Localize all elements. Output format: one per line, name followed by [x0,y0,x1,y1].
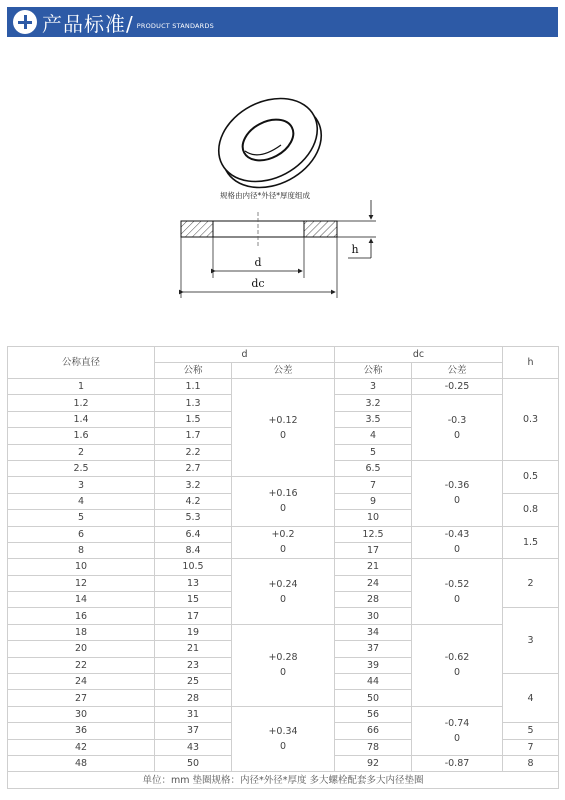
table-row [8,559,559,575]
nominal-diameter-cell: 5 [8,510,155,526]
nominal-diameter-cell: 1.6 [8,428,155,444]
d-nominal-cell: 5.3 [155,510,232,526]
dc-tolerance-cell [412,706,503,755]
washer-spec-table [7,346,559,789]
d-nominal-cell: 21 [155,641,232,657]
thickness-cell: 4 [503,674,559,723]
dc-nominal-cell: 44 [335,674,412,690]
d-nominal-cell: 3.2 [155,477,232,493]
dc-nominal-cell: 66 [335,723,412,739]
d-nominal-cell: 4.2 [155,493,232,509]
nominal-diameter-cell: 14 [8,592,155,608]
thickness-cell: 3 [503,608,559,674]
dc-nominal-cell: 24 [335,575,412,591]
d-tolerance-cell [232,624,335,706]
d-tolerance-cell [232,526,335,559]
dc-nominal-cell: 37 [335,641,412,657]
nominal-diameter-cell: 12 [8,575,155,591]
dc-tolerance-cell [412,395,503,461]
dc-nominal-cell: 92 [335,755,412,771]
d-tolerance-cell [232,379,335,477]
nominal-diameter-cell: 20 [8,641,155,657]
dc-nominal-cell: 56 [335,706,412,722]
d-nominal-cell: 37 [155,723,232,739]
thickness-cell: 2 [503,559,559,608]
d-nominal-cell: 25 [155,674,232,690]
dc-tolerance-cell [412,559,503,625]
diagram-caption: 规格由内径*外径*厚度组成 [220,191,310,200]
nominal-diameter-cell: 2 [8,444,155,460]
dc-tolerance-cell-upper: -0.52 [444,578,470,590]
section-title: 产品标准/ [42,11,134,36]
table-footer-row [8,772,559,789]
washer-3d-view [204,82,336,204]
dc-nominal-cell: 10 [335,510,412,526]
d-tolerance-cell-upper: +0.34 [268,726,298,738]
section-subtitle: PRODUCT STANDARDS [136,22,214,30]
d-tolerance-cell [232,706,335,772]
section-header [7,7,558,37]
dc-tolerance-cell [412,379,503,395]
d-nominal-cell: 28 [155,690,232,706]
dc-tolerance-cell [412,755,503,771]
header-d: d [155,347,335,363]
dc-tolerance-cell-upper: -0.87 [444,758,470,770]
table-header-row [8,347,559,363]
d-tolerance-cell [232,477,335,526]
d-nominal-cell: 10.5 [155,559,232,575]
subheader-d-nominal: 公称 [155,363,232,379]
table-row [8,526,559,542]
dc-nominal-cell: 7 [335,477,412,493]
dc-tolerance-cell-upper: -0.62 [444,652,470,664]
thickness-cell: 5 [503,723,559,739]
header-nominal-diameter: 公称直径 [8,347,155,379]
plus-circle-icon [13,10,37,34]
d-tolerance-cell-upper: +0.16 [268,488,298,500]
d-nominal-cell: 31 [155,706,232,722]
dc-tolerance-cell-upper: -0.74 [444,717,470,729]
label-h: h [351,243,359,256]
dc-tolerance-cell-upper: -0.25 [444,381,470,393]
dc-nominal-cell: 34 [335,624,412,640]
d-nominal-cell: 15 [155,592,232,608]
d-nominal-cell: 19 [155,624,232,640]
nominal-diameter-cell: 48 [8,755,155,771]
dc-nominal-cell: 28 [335,592,412,608]
dc-nominal-cell: 12.5 [335,526,412,542]
thickness-cell: 0.5 [503,460,559,493]
label-dc: dc [251,277,265,290]
nominal-diameter-cell: 2.5 [8,460,155,476]
nominal-diameter-cell: 3 [8,477,155,493]
thickness-cell: 7 [503,739,559,755]
nominal-diameter-cell: 24 [8,674,155,690]
nominal-diameter-cell: 16 [8,608,155,624]
nominal-diameter-cell: 18 [8,624,155,640]
dc-tolerance-cell-upper: -0.36 [444,480,470,492]
d-tolerance-cell-lower: 0 [279,593,287,605]
nominal-diameter-cell: 10 [8,559,155,575]
thickness-cell: 0.3 [503,379,559,461]
subheader-dc-nominal: 公称 [335,363,412,379]
table-row [8,624,559,640]
dc-tolerance-cell-lower: 0 [453,544,461,556]
nominal-diameter-cell: 4 [8,493,155,509]
dc-nominal-cell: 5 [335,444,412,460]
nominal-diameter-cell: 6 [8,526,155,542]
d-nominal-cell: 1.5 [155,411,232,427]
d-nominal-cell: 17 [155,608,232,624]
dc-nominal-cell: 6.5 [335,460,412,476]
dc-tolerance-cell [412,460,503,526]
d-nominal-cell: 50 [155,755,232,771]
d-tolerance-cell-upper: +0.24 [268,578,298,590]
nominal-diameter-cell: 22 [8,657,155,673]
d-tolerance-cell-upper: +0.28 [268,652,298,664]
dc-tolerance-cell-upper: -0.3 [447,414,467,426]
d-tolerance-cell-lower: 0 [279,503,287,515]
d-nominal-cell: 13 [155,575,232,591]
thickness-cell: 8 [503,755,559,771]
dc-nominal-cell: 17 [335,542,412,558]
label-d: d [254,256,262,269]
d-nominal-cell: 43 [155,739,232,755]
d-tolerance-cell-lower: 0 [279,544,287,556]
nominal-diameter-cell: 1.4 [8,411,155,427]
dc-tolerance-cell-upper: -0.43 [444,529,470,541]
subheader-dc-tolerance: 公差 [412,363,503,379]
d-nominal-cell: 1.3 [155,395,232,411]
dc-tolerance-cell-lower: 0 [453,429,461,441]
d-nominal-cell: 8.4 [155,542,232,558]
nominal-diameter-cell: 8 [8,542,155,558]
d-nominal-cell: 2.7 [155,460,232,476]
nominal-diameter-cell: 1.2 [8,395,155,411]
dc-tolerance-cell-lower: 0 [453,593,461,605]
dc-nominal-cell: 30 [335,608,412,624]
washer-diagram [0,40,565,340]
dc-nominal-cell: 21 [335,559,412,575]
thickness-cell: 1.5 [503,526,559,559]
nominal-diameter-cell: 36 [8,723,155,739]
d-tolerance-cell-upper: +0.2 [271,529,295,541]
d-tolerance-cell-upper: +0.12 [268,414,298,426]
dc-nominal-cell: 9 [335,493,412,509]
dc-nominal-cell: 50 [335,690,412,706]
dc-nominal-cell: 3.2 [335,395,412,411]
header-h: h [503,347,559,379]
table-row [8,379,559,395]
dc-nominal-cell: 4 [335,428,412,444]
dc-nominal-cell: 3 [335,379,412,395]
d-nominal-cell: 2.2 [155,444,232,460]
d-nominal-cell: 1.1 [155,379,232,395]
d-tolerance-cell-lower: 0 [279,667,287,679]
table-row [8,706,559,722]
nominal-diameter-cell: 42 [8,739,155,755]
washer-cross-section [181,200,376,298]
dc-nominal-cell: 3.5 [335,411,412,427]
nominal-diameter-cell: 30 [8,706,155,722]
d-nominal-cell: 6.4 [155,526,232,542]
dc-tolerance-cell-lower: 0 [453,732,461,744]
nominal-diameter-cell: 1 [8,379,155,395]
dc-tolerance-cell-lower: 0 [453,667,461,679]
d-nominal-cell: 1.7 [155,428,232,444]
d-nominal-cell: 23 [155,657,232,673]
nominal-diameter-cell: 27 [8,690,155,706]
thickness-cell: 0.8 [503,493,559,526]
d-tolerance-cell [232,559,335,625]
d-tolerance-cell-lower: 0 [279,429,287,441]
dc-tolerance-cell [412,624,503,706]
table-footer-note: 单位：mm 垫圈规格：内径*外径*厚度 多大螺栓配套多大内径垫圈 [8,772,559,789]
dc-tolerance-cell [412,526,503,559]
dc-nominal-cell: 39 [335,657,412,673]
d-tolerance-cell-lower: 0 [279,741,287,753]
dc-nominal-cell: 78 [335,739,412,755]
header-dc: dc [335,347,503,363]
dc-tolerance-cell-lower: 0 [453,495,461,507]
subheader-d-tolerance: 公差 [232,363,335,379]
